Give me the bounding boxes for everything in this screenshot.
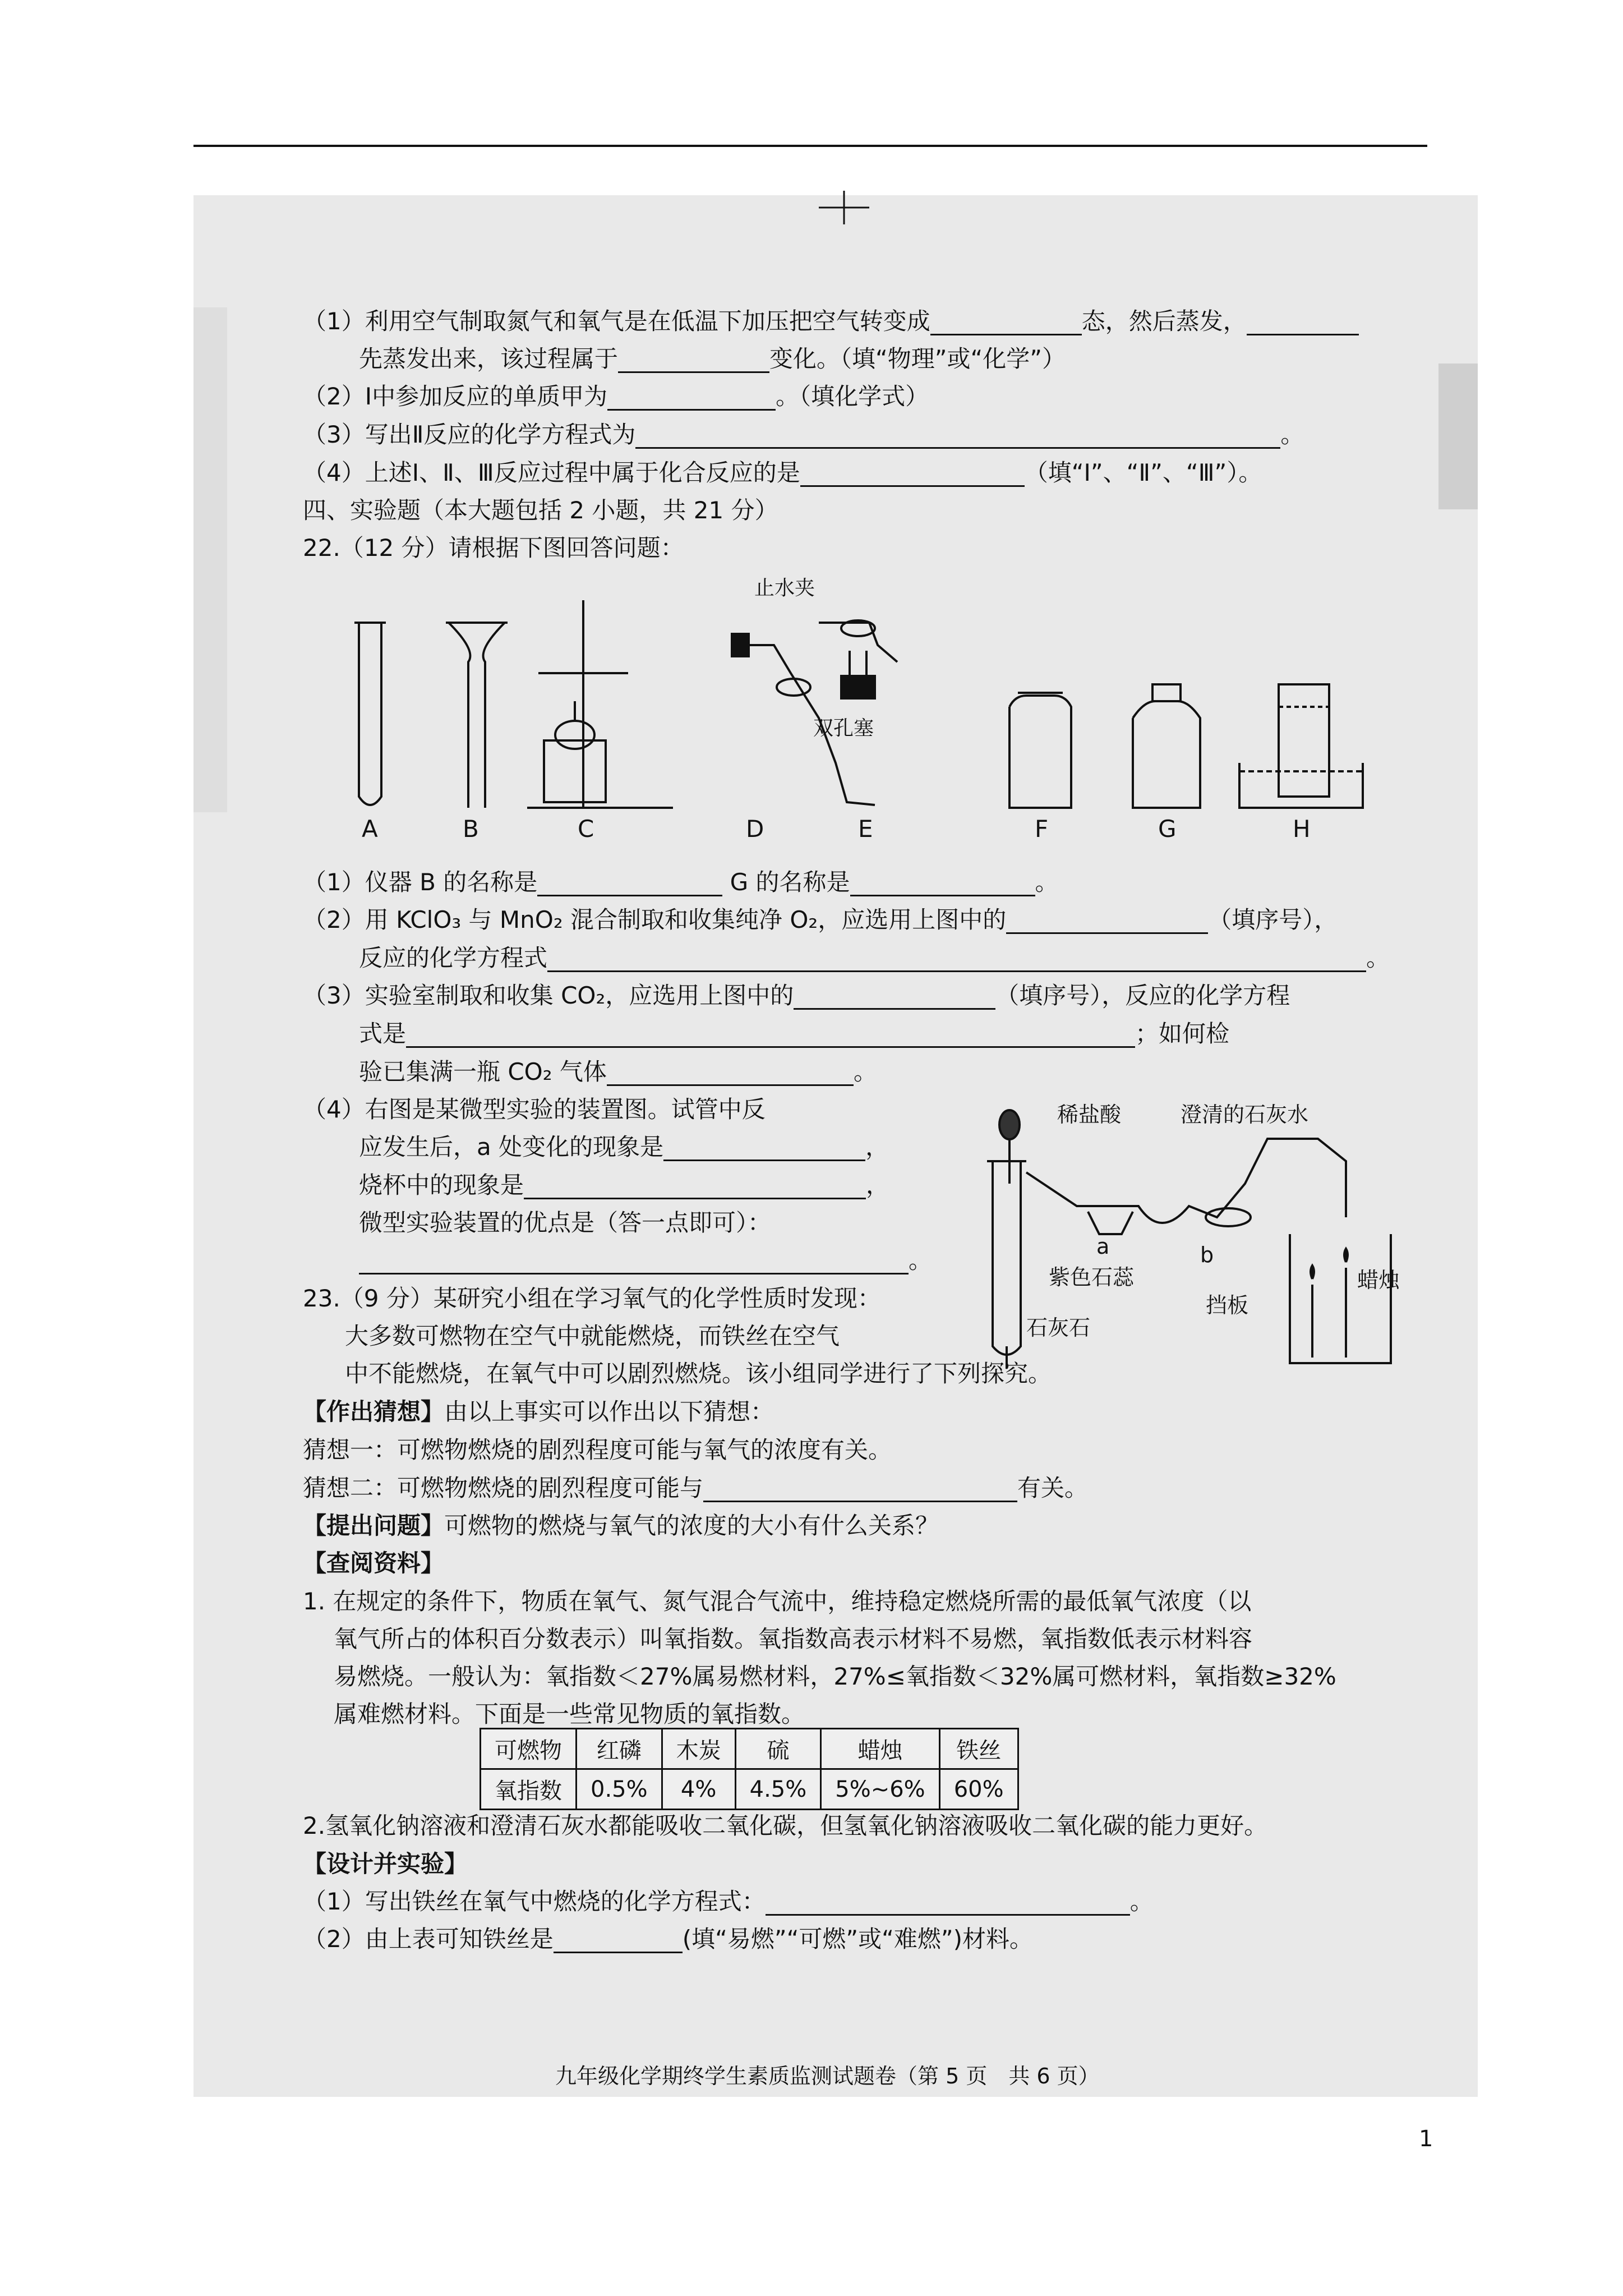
- litmus-spot-a: [1088, 1212, 1133, 1234]
- table-cell: 木炭: [662, 1729, 735, 1769]
- bleed-through-shade: [1438, 364, 1478, 509]
- q23-question: 【提出问题】可燃物的燃烧与氧气的浓度的大小有什么关系？: [303, 1512, 939, 1539]
- q23-design-heading: 【设计并实验】: [303, 1850, 468, 1878]
- top-rule: [193, 145, 1427, 147]
- q23-ref1-line2: 氧气所占的体积百分数表示）叫氧指数。氧指数高表示材料不易燃，氧指数低表示材料容: [334, 1625, 1253, 1653]
- delivery-tube-D: [732, 620, 897, 805]
- label-limestone: 石灰石: [1026, 1315, 1091, 1340]
- table-cell: 60%: [939, 1769, 1018, 1810]
- section-4-heading: 四、实验题（本大题包括 2 小题，共 21 分）: [303, 496, 778, 524]
- apparatus-label-F: F: [1035, 815, 1049, 841]
- q22-part2-line1: （2）用 KClO₃ 与 MnO₂ 混合制取和收集纯净 O₂，应选用上图中的 （填序号），: [303, 906, 1338, 933]
- q22-part4-line5: 。: [359, 1246, 932, 1274]
- apparatus-label-A: A: [362, 815, 378, 841]
- oxygen-index-table: [479, 1728, 1019, 1810]
- dropper-icon: [999, 1110, 1020, 1184]
- apparatus-label-B: B: [463, 815, 479, 841]
- label-b: b: [1200, 1243, 1214, 1267]
- water-trough-H: [1239, 684, 1363, 808]
- q23-line3: 中不能燃烧，在氧气中可以剧烈燃烧。该小组同学进行了下列探究。: [345, 1360, 1052, 1387]
- table-cell: 可燃物: [481, 1729, 577, 1769]
- limewater-spot-b: [1206, 1208, 1251, 1226]
- q23-ref1-line3: 易燃烧。一般认为：氧指数＜27%属易燃材料，27%≤氧指数＜32%属可燃材料，氧指数≥32%: [334, 1663, 1336, 1690]
- q23-reference-heading: 【查阅资料】: [303, 1549, 445, 1577]
- q23-guess2: 猜想二：可燃物燃烧的剧烈程度可能与 有关。: [303, 1474, 1089, 1502]
- q21-part1-line2: 先蒸发出来，该过程属于 变化。（填“物理”或“化学”）: [359, 345, 1066, 372]
- apparatus-label-G: G: [1158, 815, 1177, 841]
- q23-ref1-line1: 1. 在规定的条件下，物质在氧气、氮气混合气流中，维持稳定燃烧所需的最低氧气浓度（以: [303, 1588, 1252, 1615]
- q22-part3-line3: 验已集满一瓶 CO₂ 气体 。: [359, 1058, 877, 1085]
- q23-line2: 大多数可燃物在空气中就能燃烧，而铁丝在空气: [345, 1322, 840, 1350]
- q21-part1-line1: （1）利用空气制取氮气和氧气是在低温下加压把空气转变成 态，然后蒸发，: [303, 307, 1359, 335]
- stopper-label: 双孔塞: [813, 717, 874, 740]
- test-tube-icon: [987, 1161, 1026, 1369]
- table-cell: 蜡烛: [821, 1729, 939, 1769]
- q23-ref2: 2.氢氧化钠溶液和澄清石灰水都能吸收二氧化碳，但氢氧化钠溶液吸收二氧化碳的能力更好。: [303, 1812, 1268, 1839]
- q22-part4-line3: 烧杯中的现象是 ，: [359, 1171, 890, 1199]
- alcohol-lamp-stand-C: [527, 600, 673, 808]
- q22-part4-line1: （4）右图是某微型实验的装置图。试管中反: [303, 1096, 766, 1123]
- q22-part4-line2: 应发生后，a 处变化的现象是 ，: [359, 1133, 889, 1161]
- q22-part1: （1）仪器 B 的名称是 G 的名称是 。: [303, 868, 1059, 896]
- table-row: [481, 1729, 1018, 1769]
- table-row: [481, 1769, 1018, 1810]
- apparatus-label-E: E: [858, 815, 873, 841]
- q22-title: 22.（12 分）请根据下图回答问题：: [303, 534, 684, 562]
- long-neck-funnel-B: [446, 623, 508, 808]
- beaker-icon: [1290, 1234, 1391, 1363]
- apparatus-label-D: D: [746, 815, 764, 841]
- q21-part3: （3）写出Ⅱ反应的化学方程式为 。: [303, 421, 1304, 448]
- center-crosshair-icon: [816, 191, 872, 224]
- table-cell: 4.5%: [735, 1769, 821, 1810]
- table-cell: 5%~6%: [821, 1769, 939, 1810]
- label-a: a: [1096, 1234, 1110, 1259]
- table-cell: 氧指数: [481, 1769, 577, 1810]
- q22-part2-line2: 反应的化学方程式 。: [359, 944, 1390, 972]
- page-number: 1: [1419, 2126, 1433, 2152]
- table-cell: 4%: [662, 1769, 735, 1810]
- q21-part2: （2）Ⅰ中参加反应的单质甲为 。（填化学式）: [303, 383, 929, 410]
- label-candle: 蜡烛: [1357, 1268, 1400, 1292]
- label-baffle: 挡板: [1206, 1293, 1249, 1318]
- q22-part3-line1: （3）实验室制取和收集 CO₂，应选用上图中的 （填序号），反应的化学方程: [303, 982, 1290, 1009]
- q23-guess1: 猜想一：可燃物燃烧的剧烈程度可能与氧气的浓度有关。: [303, 1436, 892, 1464]
- table-cell: 硫: [735, 1729, 821, 1769]
- reagent-bottle-G: [1133, 684, 1200, 808]
- bleed-through-shade: [193, 307, 227, 812]
- page-footer: 九年级化学期终学生素质监测试题卷（第 5 页 共 6 页）: [555, 2064, 1100, 2088]
- label-purple-litmus: 紫色石蕊: [1049, 1265, 1135, 1290]
- two-hole-stopper-E: [841, 651, 875, 698]
- clip-label: 止水夹: [754, 577, 815, 600]
- table-cell: 铁丝: [939, 1729, 1018, 1769]
- q22-part4-line4: 微型实验装置的优点是（答一点即可）：: [359, 1209, 772, 1236]
- apparatus-label-H: H: [1293, 815, 1311, 841]
- gas-jar-F: [1009, 693, 1071, 808]
- lab-apparatus-figure: [336, 572, 1402, 841]
- q23-design2: （2）由上表可知铁丝是 (填“易燃”“可燃”或“难燃”)材料。: [303, 1925, 1034, 1953]
- table-cell: 0.5%: [577, 1769, 662, 1810]
- gas-delivery-tube: [1026, 1139, 1346, 1223]
- q23-hypothesis: 【作出猜想】由以上事实可以作出以下猜想：: [303, 1398, 774, 1425]
- q23-line1: 23.（9 分）某研究小组在学习氧气的化学性质时发现：: [303, 1285, 881, 1312]
- q21-part4: （4）上述Ⅰ、Ⅱ、Ⅲ反应过程中属于化合反应的是 （填“Ⅰ”、“Ⅱ”、“Ⅲ”）。: [303, 459, 1262, 486]
- apparatus-label-C: C: [578, 815, 594, 841]
- q23-ref1-line4: 属难燃材料。下面是一些常见物质的氧指数。: [334, 1700, 805, 1728]
- test-tube-A: [354, 623, 386, 805]
- label-dilute-hcl: 稀盐酸: [1057, 1102, 1122, 1127]
- table-cell: 红磷: [577, 1729, 662, 1769]
- micro-experiment-figure: [953, 1099, 1436, 1380]
- q23-design1: （1）写出铁丝在氧气中燃烧的化学方程式： 。: [303, 1888, 1154, 1915]
- q22-part3-line2: 式是 ；如何检: [359, 1020, 1230, 1047]
- label-clear-limewater: 澄清的石灰水: [1181, 1102, 1309, 1127]
